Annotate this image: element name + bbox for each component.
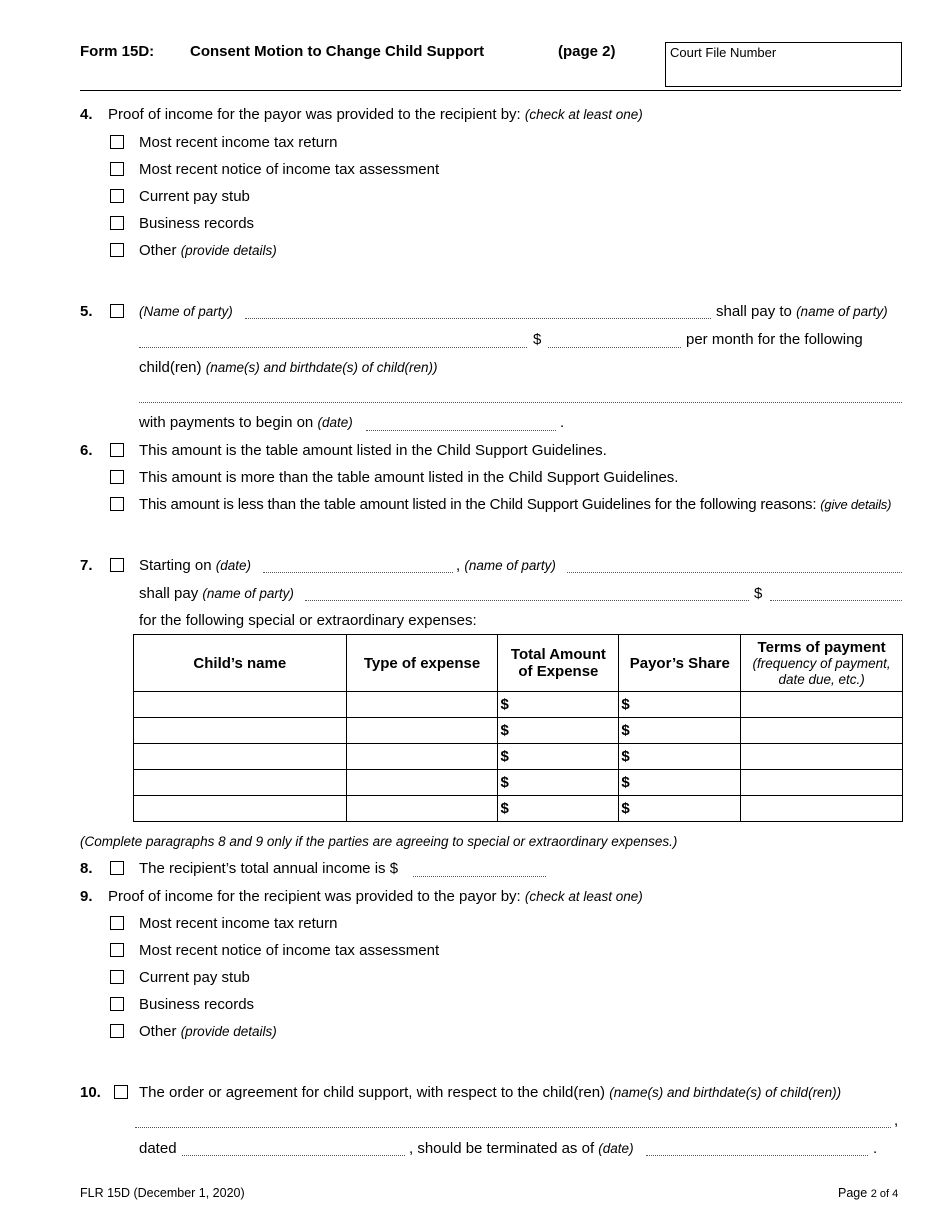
header-terms-of-payment xyxy=(741,635,903,692)
s10-dated-label: dated xyxy=(139,1140,177,1157)
expenses-table-header-row xyxy=(134,635,903,692)
s7-name-of-party-line xyxy=(456,557,556,574)
s6-less-than-label: This amount is less than the table amount listed in the Child Support Guidelines for the following reasons: xyxy=(139,496,817,513)
s7-start-date-field[interactable] xyxy=(263,572,453,573)
s9-checkbox-other[interactable] xyxy=(110,1024,124,1038)
s5-shall-pay-to-label: shall pay to xyxy=(716,303,792,320)
s8-checkbox[interactable] xyxy=(110,861,124,875)
s7-checkbox[interactable] xyxy=(110,558,124,572)
s7-expenses-intro: for the following special or extraordinary expenses: xyxy=(139,612,477,629)
s10-children-field[interactable] xyxy=(135,1127,891,1128)
s7-name-of-party-label: (name of party) xyxy=(464,558,556,573)
s5-children-field[interactable] xyxy=(139,402,902,403)
cell-child-name[interactable] xyxy=(134,796,347,822)
s9-option-other xyxy=(139,1023,277,1040)
section-7-number: 7. xyxy=(80,557,93,574)
s10-checkbox[interactable] xyxy=(114,1085,128,1099)
s5-payments-begin-label: with payments to begin on xyxy=(139,414,314,431)
s6-give-details-note: (give details) xyxy=(820,497,892,512)
page-label: (page 2) xyxy=(558,43,616,60)
s5-per-month-label: per month for the following xyxy=(686,331,863,348)
section-9-note: (check at least one) xyxy=(524,889,643,904)
s4-other-note: (provide details) xyxy=(180,243,277,258)
s4-checkbox-business-records[interactable] xyxy=(110,216,124,230)
s4-option-business-records: Business records xyxy=(139,215,255,232)
table-row xyxy=(134,796,903,822)
s10-period: . xyxy=(873,1140,878,1157)
section-5-number: 5. xyxy=(80,303,93,320)
cell-expense-type[interactable] xyxy=(346,718,498,744)
cell-child-name[interactable] xyxy=(134,770,347,796)
s7-dollar-sign: $ xyxy=(754,585,763,602)
court-file-number-box[interactable] xyxy=(665,42,902,87)
note-paragraphs-8-9: (Complete paragraphs 8 and 9 only if the parties are agreeing to special or extraordinary expenses.) xyxy=(80,834,678,849)
header-rule xyxy=(80,90,901,91)
cell-total-amount[interactable]: $ xyxy=(498,796,619,822)
s9-checkbox-notice-assessment[interactable] xyxy=(110,943,124,957)
table-row xyxy=(134,718,903,744)
s5-payments-begin-line xyxy=(139,414,353,431)
s9-other-note: (provide details) xyxy=(180,1024,277,1039)
s9-option-pay-stub: Current pay stub xyxy=(139,969,250,986)
s10-comma: , xyxy=(894,1112,899,1129)
s10-text-line xyxy=(139,1084,841,1101)
s4-option-tax-return: Most recent income tax return xyxy=(139,134,338,151)
form-number: Form 15D: xyxy=(80,43,155,60)
cell-payor-share[interactable]: $ xyxy=(619,744,741,770)
form-title: Consent Motion to Change Child Support xyxy=(190,43,485,60)
s5-period: . xyxy=(560,414,565,431)
s9-option-tax-return: Most recent income tax return xyxy=(139,915,338,932)
cell-payor-share[interactable]: $ xyxy=(619,770,741,796)
s10-dated-field[interactable] xyxy=(182,1155,405,1156)
cell-terms[interactable] xyxy=(741,796,903,822)
section-8-number: 8. xyxy=(80,860,93,877)
footer-form-code: FLR 15D (December 1, 2020) xyxy=(80,1186,245,1200)
s5-children-note: (name(s) and birthdate(s) of child(ren)) xyxy=(205,360,438,375)
s5-checkbox[interactable] xyxy=(110,304,124,318)
cell-total-amount[interactable]: $ xyxy=(498,692,619,718)
s7-payor-name-field[interactable] xyxy=(567,572,902,573)
s7-recipient-name-field[interactable] xyxy=(305,600,749,601)
cell-expense-type[interactable] xyxy=(346,692,498,718)
section-10-number: 10. xyxy=(80,1084,101,1101)
s5-name-of-party2-label: (name of party) xyxy=(796,304,888,319)
header-type-of-expense: Type of expense xyxy=(346,635,498,692)
s9-other-label: Other xyxy=(139,1023,177,1040)
s9-checkbox-business-records[interactable] xyxy=(110,997,124,1011)
cell-expense-type[interactable] xyxy=(346,796,498,822)
s4-checkbox-notice-assessment[interactable] xyxy=(110,162,124,176)
s6-option-less-than xyxy=(139,496,891,513)
cell-child-name[interactable] xyxy=(134,692,347,718)
terms-of-payment-label: Terms of payment xyxy=(757,638,886,656)
cell-child-name[interactable] xyxy=(134,744,347,770)
cell-expense-type[interactable] xyxy=(346,744,498,770)
s5-start-date-field[interactable] xyxy=(366,430,556,431)
s7-name-of-party2-label: (name of party) xyxy=(202,586,294,601)
s7-shall-pay-line xyxy=(139,585,294,602)
expenses-table xyxy=(133,634,903,822)
s7-starting-on-label: Starting on xyxy=(139,557,212,574)
cell-expense-type[interactable] xyxy=(346,770,498,796)
cell-terms[interactable] xyxy=(741,770,903,796)
section-9-label: Proof of income for the recipient was provided to the payor by: xyxy=(108,888,521,905)
header-payors-share: Payor’s Share xyxy=(619,635,741,692)
s10-terminated-line xyxy=(409,1140,634,1157)
s7-comma: , xyxy=(456,557,461,574)
s8-text: The recipient’s total annual income is $ xyxy=(139,860,399,877)
s10-note: (name(s) and birthdate(s) of child(ren)) xyxy=(609,1085,842,1100)
cell-total-amount[interactable]: $ xyxy=(498,770,619,796)
section-6-number: 6. xyxy=(80,442,93,459)
terms-of-payment-sub: (frequency of payment, date due, etc.) xyxy=(752,655,891,687)
cell-payor-share[interactable]: $ xyxy=(619,796,741,822)
court-file-number-label: Court File Number xyxy=(670,45,777,60)
s6-option-more-than: This amount is more than the table amount listed in the Child Support Guidelines. xyxy=(139,469,679,486)
header-total-amount: Total Amount of Expense xyxy=(498,635,619,692)
cell-child-name[interactable] xyxy=(134,718,347,744)
s5-date-label: (date) xyxy=(317,415,353,430)
section-4-text xyxy=(108,106,643,123)
footer-page-word: Page xyxy=(838,1186,868,1200)
s4-checkbox-pay-stub[interactable] xyxy=(110,189,124,203)
table-row xyxy=(134,692,903,718)
s4-checkbox-other[interactable] xyxy=(110,243,124,257)
cell-payor-share[interactable]: $ xyxy=(619,692,741,718)
s4-option-pay-stub: Current pay stub xyxy=(139,188,250,205)
s9-option-notice-assessment: Most recent notice of income tax assessment xyxy=(139,942,440,959)
s7-shall-pay-label: shall pay xyxy=(139,585,199,602)
cell-payor-share[interactable]: $ xyxy=(619,718,741,744)
section-4-note: (check at least one) xyxy=(524,107,643,122)
s10-label: The order or agreement for child support, with respect to the child(ren) xyxy=(139,1084,606,1101)
s7-amount-field[interactable] xyxy=(770,600,902,601)
s5-payor-name-field[interactable] xyxy=(245,318,711,319)
s9-checkbox-tax-return[interactable] xyxy=(110,916,124,930)
s5-recipient-name-field[interactable] xyxy=(139,347,527,348)
s10-date-label: (date) xyxy=(598,1141,634,1156)
cell-total-amount[interactable]: $ xyxy=(498,718,619,744)
s10-termination-date-field[interactable] xyxy=(646,1155,868,1156)
section-4-number: 4. xyxy=(80,106,93,123)
s10-terminated-label: , should be terminated as of xyxy=(409,1140,595,1157)
s5-amount-field[interactable] xyxy=(548,347,681,348)
section-4-label: Proof of income for the payor was provided to the recipient by: xyxy=(108,106,521,123)
table-row xyxy=(134,770,903,796)
s9-option-business-records: Business records xyxy=(139,996,255,1013)
s4-option-notice-assessment: Most recent notice of income tax assessment xyxy=(139,161,440,178)
s7-starting-on-line xyxy=(139,557,251,574)
s5-dollar-sign: $ xyxy=(533,331,542,348)
s6-checkbox-table-amount[interactable] xyxy=(110,443,124,457)
section-9-text xyxy=(108,888,643,905)
cell-terms[interactable] xyxy=(741,692,903,718)
s6-checkbox-less-than[interactable] xyxy=(110,497,124,511)
s6-checkbox-more-than[interactable] xyxy=(110,470,124,484)
s5-shall-pay-to xyxy=(716,303,888,320)
footer-page-number xyxy=(838,1186,898,1200)
cell-total-amount[interactable]: $ xyxy=(498,744,619,770)
s4-checkbox-tax-return[interactable] xyxy=(110,135,124,149)
s9-checkbox-pay-stub[interactable] xyxy=(110,970,124,984)
s4-other-label: Other xyxy=(139,242,177,259)
s7-date-label: (date) xyxy=(215,558,251,573)
s5-name-of-party-label: (Name of party) xyxy=(139,304,233,319)
table-row xyxy=(134,744,903,770)
s6-option-table-amount: This amount is the table amount listed in the Child Support Guidelines. xyxy=(139,442,607,459)
cell-terms[interactable] xyxy=(741,718,903,744)
s4-option-other xyxy=(139,242,277,259)
footer-page-num: 2 of 4 xyxy=(870,1188,899,1200)
header-childs-name: Child’s name xyxy=(134,635,347,692)
s5-children-line xyxy=(139,359,438,376)
s5-children-label: child(ren) xyxy=(139,359,202,376)
cell-terms[interactable] xyxy=(741,744,903,770)
section-9-number: 9. xyxy=(80,888,93,905)
s8-income-field[interactable] xyxy=(413,876,546,877)
